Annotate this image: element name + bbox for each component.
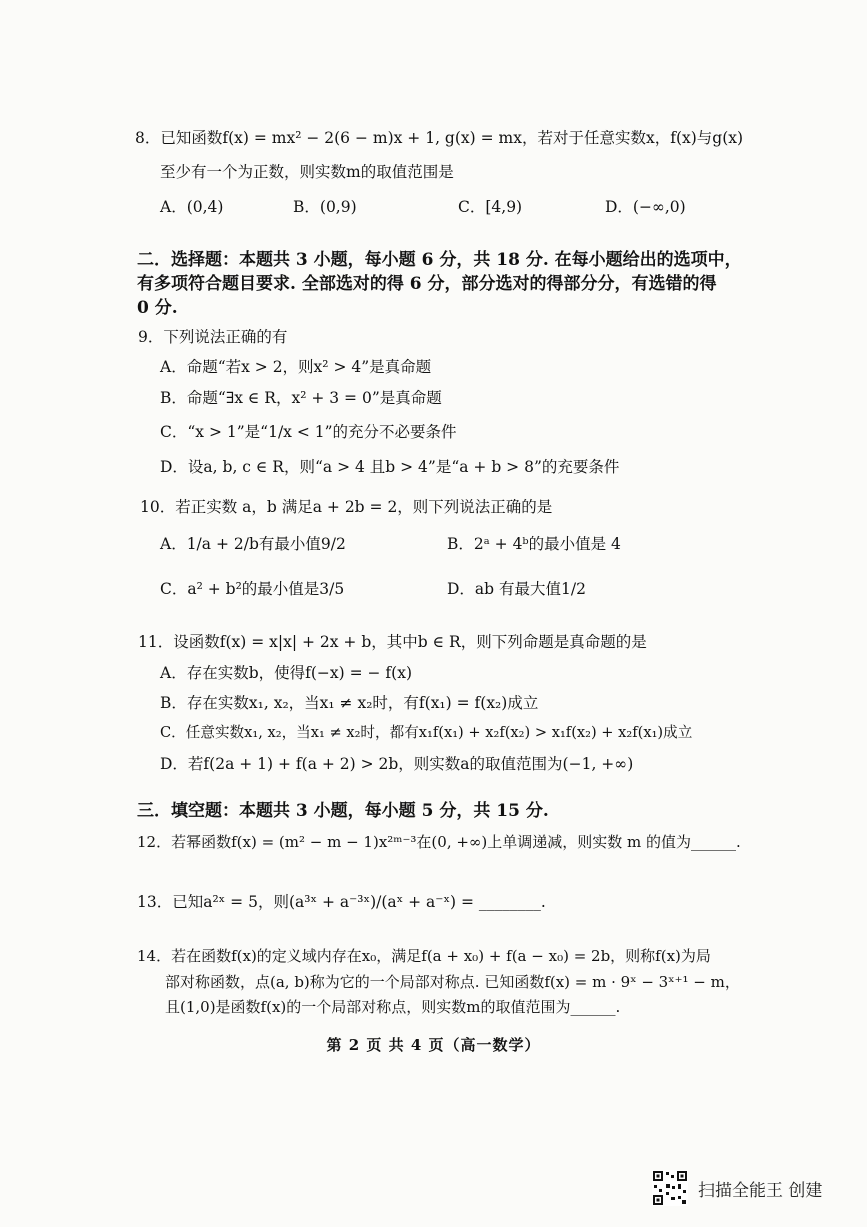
q8-option-c: C．[4,9)	[458, 198, 523, 216]
q10-option-c: C．a² + b²的最小值是3/5	[160, 580, 345, 598]
q8-stem-line1: 8．已知函数f(x) = mx² − 2(6 − m)x + 1, g(x) = mx，若对于任意实数x，f(x)与g(x)	[135, 129, 744, 147]
q10-option-a: A．1/a + 2/b有最小值9/2	[160, 535, 346, 553]
section2-heading-line3: 0 分.	[137, 298, 178, 318]
q8-option-b: B．(0,9)	[293, 198, 357, 216]
q9-option-b: B．命题“∃x ∈ R，x² + 3 = 0”是真命题	[160, 389, 442, 407]
q12-text: 12．若幂函数f(x) = (m² − m − 1)x²ᵐ⁻³在(0, +∞)上单调递减，则实数 m 的值为______.	[137, 833, 741, 851]
q10-stem: 10．若正实数 a，b 满足a + 2b = 2，则下列说法正确的是	[140, 498, 553, 516]
q8-stem-line2: 至少有一个为正数，则实数m的取值范围是	[160, 163, 454, 181]
page-footer: 第 2 页 共 4 页（高一数学）	[326, 1036, 541, 1054]
q14-line3: 且(1,0)是函数f(x)的一个局部对称点，则实数m的取值范围为______.	[165, 998, 621, 1016]
q11-option-d: D．若f(2a + 1) + f(a + 2) > 2b，则实数a的取值范围为(−1, +∞)	[160, 755, 634, 773]
q11-stem: 11．设函数f(x) = x|x| + 2x + b，其中b ∈ R，则下列命题是真命题的是	[138, 633, 647, 651]
q13-text: 13．已知a²ˣ = 5，则(a³ˣ + a⁻³ˣ)/(aˣ + a⁻ˣ) = ________.	[137, 893, 546, 911]
q10-option-b: B．2ᵃ + 4ᵇ的最小值是 4	[447, 535, 621, 553]
q11-option-b: B．存在实数x₁, x₂，当x₁ ≠ x₂时，有f(x₁) = f(x₂)成立	[160, 694, 539, 712]
q14-line1: 14．若在函数f(x)的定义域内存在x₀，满足f(a + x₀) + f(a − x₀) = 2b，则称f(x)为局	[137, 947, 711, 965]
q9-option-c: C．“x > 1”是“1/x < 1”的充分不必要条件	[160, 423, 457, 441]
q14-line2: 部对称函数，点(a, b)称为它的一个局部对称点. 已知函数f(x) = m · 9ˣ − 3ˣ⁺¹ − m，	[165, 973, 740, 991]
q9-option-d: D．设a, b, c ∈ R，则“a > 4 且b > 4”是“a + b > 8”的充要条件	[160, 458, 620, 476]
section2-heading-line1: 二．选择题：本题共 3 小题，每小题 6 分，共 18 分. 在每小题给出的选项中，	[137, 250, 742, 270]
qr-code-icon	[652, 1170, 688, 1206]
q11-option-a: A．存在实数b，使得f(−x) = − f(x)	[160, 664, 413, 682]
q9-option-a: A．命题“若x > 2，则x² > 4”是真命题	[160, 358, 432, 376]
q8-option-d: D．(−∞,0)	[605, 198, 686, 216]
q8-option-a: A．(0,4)	[160, 198, 224, 216]
q11-option-c: C．任意实数x₁, x₂，当x₁ ≠ x₂时，都有x₁f(x₁) + x₂f(x₂) > x₁f(x₂) + x₂f(x₁)成立	[160, 724, 693, 741]
q10-option-d: D．ab 有最大值1/2	[447, 580, 586, 598]
section2-heading-line2: 有多项符合题目要求. 全部选对的得 6 分，部分选对的得部分分，有选错的得	[137, 274, 717, 294]
watermark-text: 扫描全能王 创建	[698, 1181, 823, 1201]
q9-stem: 9．下列说法正确的有	[138, 328, 288, 346]
section3-heading: 三．填空题：本题共 3 小题，每小题 5 分，共 15 分.	[137, 801, 549, 821]
scanner-watermark	[652, 1168, 852, 1208]
